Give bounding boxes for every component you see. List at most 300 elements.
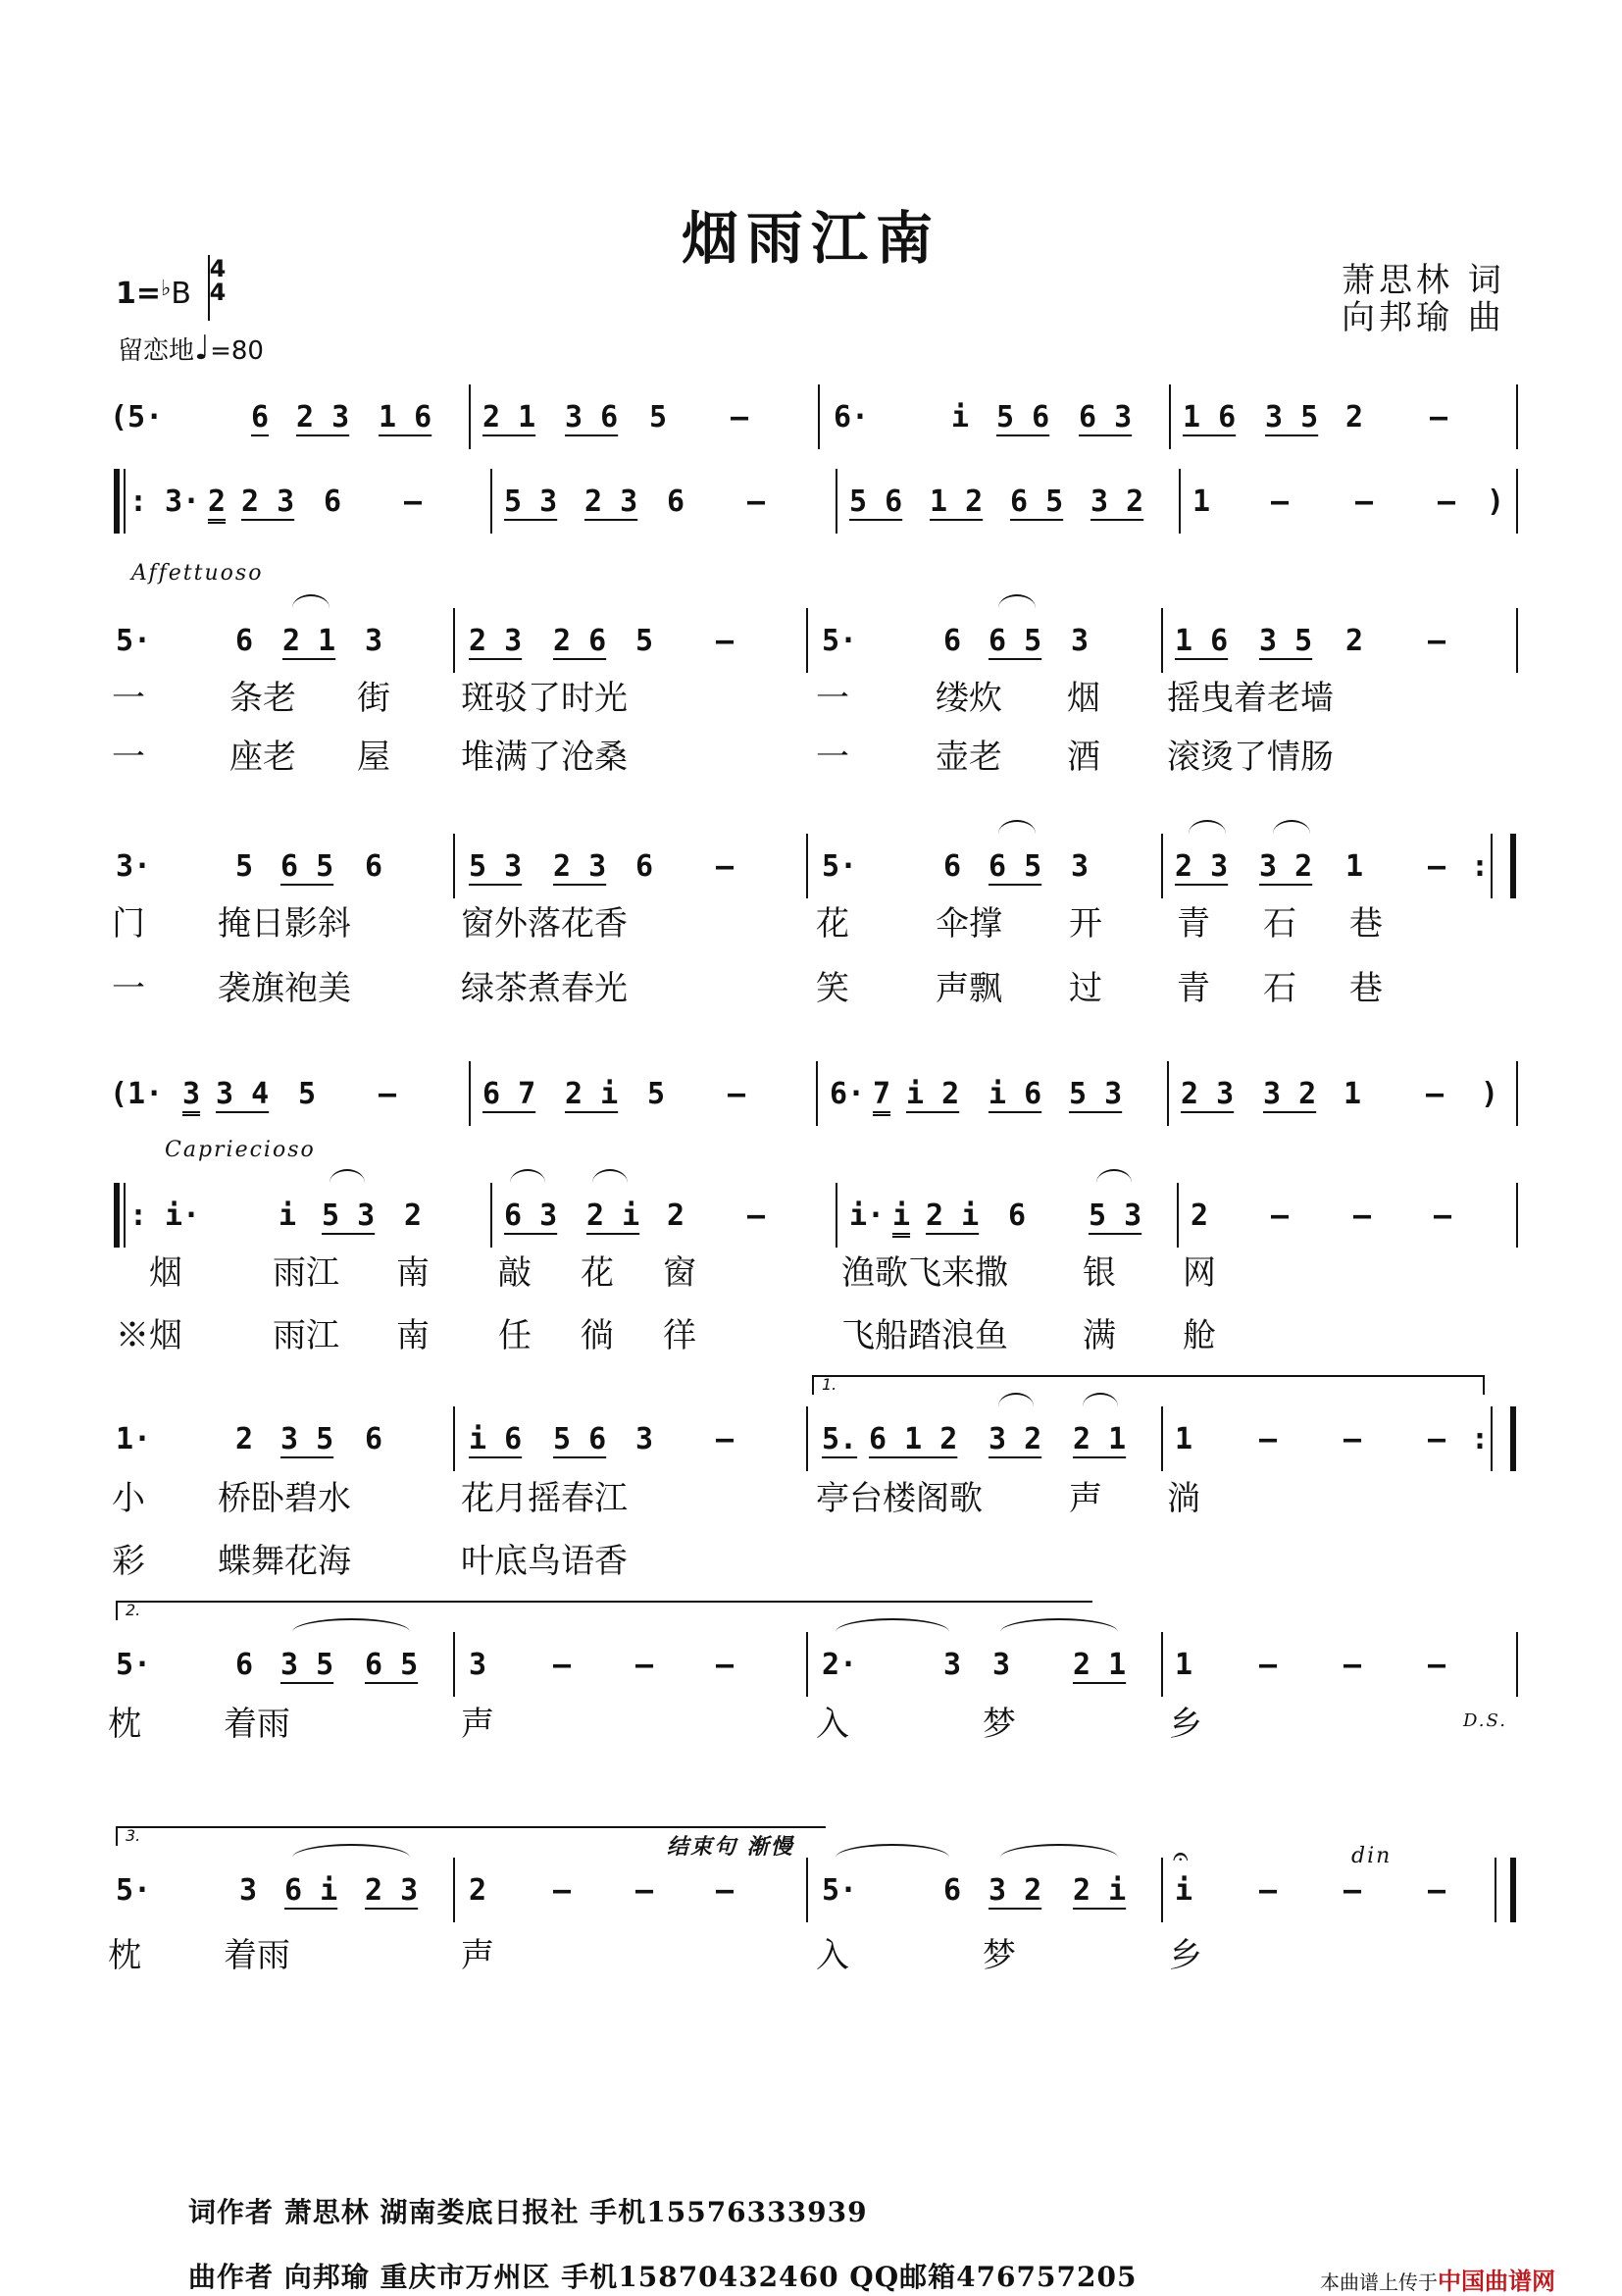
notation-token: 1 [1345,849,1364,884]
footer-lyricist-info: 词作者 萧思林 湖南娄底日报社 手机15576333939 [188,2196,868,2228]
lyric-syllable: 袭旗袍美 [218,969,351,1008]
notation-token: 5 6 [996,400,1050,434]
notation-token: 5 6 [553,1422,607,1456]
notation-token: 6 [324,485,342,519]
notation-token: 2 i [586,1199,640,1233]
lyric-syllable: 任 [498,1316,532,1355]
barline [1179,469,1181,534]
lyric-syllable: 彩 [112,1542,145,1581]
notation-token: 6 [1008,1199,1027,1233]
notation-token: ) [1487,485,1505,519]
notation-token: i· [849,1199,886,1233]
notation-token: – [1434,1199,1452,1233]
notation-token: 6 [943,1873,962,1908]
expression-affettuoso: Affettuoso [131,561,264,586]
notation-token: 5 3 [504,485,558,519]
notation-token: 2 3 [1181,1077,1235,1111]
barline [816,1061,818,1126]
notation-token: 6 5 [988,624,1042,658]
slur-mark [1189,820,1226,834]
notation-token: 6· [830,1077,866,1111]
notation-token: 6 5 [365,1648,419,1682]
barline [1510,1406,1516,1471]
notation-token: 3 2 [1090,485,1144,519]
lyric-syllable: 徉 [663,1316,696,1355]
barline [1161,1858,1163,1922]
notation-token: i [279,1199,297,1233]
upload-label: 本曲谱上传于 [1320,2270,1438,2294]
notation-token: 6 [635,849,654,884]
notation-token: – [716,1648,735,1682]
notation-token: 5 [635,624,654,658]
notation-token: 6 1 2 [869,1422,958,1456]
lyric-syllable: 一 [112,738,145,777]
notation-token: – [1271,485,1290,519]
notation-token: 6 [365,849,383,884]
lyric-syllable: 满 [1083,1316,1116,1355]
notation-token: 1 [1192,485,1211,519]
notation-token: 2 [1345,624,1364,658]
slur-mark [1083,1393,1118,1406]
slur-mark [329,1169,365,1183]
notation-token: – [553,1648,572,1682]
lyric-syllable: 声 [461,1936,494,1975]
notation-token: 2 3 [469,624,523,658]
notation-token: i 6 [469,1422,523,1456]
barline [1516,1183,1518,1248]
lyric-syllable: 烟 [1067,679,1100,718]
lyric-syllable: 舱 [1183,1316,1216,1355]
time-top: 4 [209,255,227,282]
notation-token: 5 3 [1089,1199,1142,1233]
lyric-syllable: 条老 [229,679,296,718]
lyric-syllable: 一 [112,679,145,718]
lyric-syllable: 一 [816,679,849,718]
notation-token: 3 5 [280,1648,334,1682]
lyric-syllable: 摇曳着老墙 [1167,679,1334,718]
notation-token: 3 [365,624,383,658]
barline [453,1632,455,1697]
volta-2: 2. [116,1601,1092,1620]
notation-token: 3 [239,1873,258,1908]
lyrics-verse-1a [0,671,1622,720]
notation-token: 5· [116,1648,152,1682]
notation-token: i 2 [906,1077,960,1111]
barline [453,608,455,673]
lyric-syllable: 掩日影斜 [218,904,351,944]
notation-token: 2 i [1073,1873,1127,1908]
lyric-syllable: 飞船踏浪鱼 [841,1316,1008,1355]
lyric-syllable: 绿茶煮春光 [461,969,628,1008]
lyrics-chorus-2a [0,1471,1622,1520]
barline [1491,1406,1493,1471]
notation-token: 3 [635,1422,654,1456]
score-line-4 [0,838,1622,896]
notation-token: 2 6 [553,624,607,658]
notation-token: 5 3 [1069,1077,1123,1111]
notation-token: 2 [469,1873,487,1908]
slur-mark [1273,820,1310,834]
lyric-syllable: 滚烫了情肠 [1167,738,1334,777]
barline [1516,1061,1518,1126]
notation-token: 3 5 [1265,400,1319,434]
barline [1169,384,1171,449]
notation-token: 5· [822,624,858,658]
notation-token: – [1271,1199,1290,1233]
notation-token: – [1428,1422,1446,1456]
lyric-syllable: 桥卧碧水 [218,1479,351,1518]
lyric-syllable: 缕炊 [936,679,1002,718]
lyricist-credit: 萧思林 词 [1342,261,1505,300]
barline [1516,469,1518,534]
notation-token: 1 [1175,1422,1193,1456]
notation-token: (5· [110,400,164,434]
notation-token: 1 6 [1183,400,1237,434]
notation-token: 2 i [565,1077,619,1111]
notation-token: i [951,400,970,434]
barline [806,608,808,673]
lyric-syllable: 声 [1069,1479,1102,1518]
lyric-syllable: 梦 [983,1705,1016,1744]
barline [114,469,120,534]
notation-token: 2 1 [1073,1648,1127,1682]
lyric-syllable: 过 [1069,969,1102,1008]
score-line-8 [0,1636,1622,1695]
notation-token: 6 5 [988,849,1042,884]
notation-token: 5· [116,1873,152,1908]
lyric-syllable: 笑 [816,969,849,1008]
slur-mark [836,1844,949,1858]
notation-token: – [635,1648,654,1682]
lyric-syllable: 屋 [357,738,390,777]
notation-token: – [1353,1199,1372,1233]
notation-token: 2 1 [1073,1422,1127,1456]
notation-token: 2 [404,1199,423,1233]
lyric-syllable: 声 [461,1705,494,1744]
lyric-syllable: 一 [112,969,145,1008]
notation-token: 3 [943,1648,962,1682]
notation-token: 6 5 [280,849,334,884]
barline [453,1406,455,1471]
lyric-syllable: 伞撑 [936,904,1002,944]
notation-token: – [1259,1648,1278,1682]
barline [208,255,210,321]
notation-token: 6 i [284,1873,338,1908]
lyric-syllable: 花 [581,1253,614,1293]
key-letter: B [171,277,191,311]
lyric-syllable: 网 [1183,1253,1216,1293]
notation-token: 1 2 [930,485,984,519]
lyric-syllable: 座老 [229,738,296,777]
score-line-9 [0,1862,1622,1920]
lyrics-verse-1b [0,730,1622,779]
notation-token: – [635,1873,654,1908]
notation-token: 2 1 [282,624,336,658]
notation-token: 5 [649,400,668,434]
notation-token: 6 [251,400,270,434]
notation-token: 2 [1345,400,1364,434]
volta-1: 1. [812,1375,1485,1395]
lyric-syllable: 开 [1069,904,1102,944]
notation-token: : [129,1199,148,1233]
notation-token: 3 2 [988,1422,1042,1456]
slur-mark [998,594,1036,608]
quarter-note-icon: ♩ [194,329,211,368]
slur-mark [998,820,1036,834]
lyric-syllable: 乡 [1169,1705,1202,1744]
notation-token: – [731,400,749,434]
lyric-syllable: 青 [1177,904,1210,944]
slur-mark [510,1169,545,1183]
barline [124,1183,126,1248]
score-line-5 [0,1065,1622,1124]
notation-token: – [1428,1648,1446,1682]
barline [806,1406,808,1471]
lyrics-verse-2b [0,961,1622,1010]
lyric-syllable: 亭台楼阁歌 [816,1479,983,1518]
barline [1516,1632,1518,1697]
lyric-syllable: 石 [1263,969,1296,1008]
notation-token: 5· [822,849,858,884]
notation-token: – [1426,1077,1445,1111]
notation-token: 2 [667,1199,685,1233]
lyric-syllable: 着雨 [224,1705,290,1744]
notation-token: i· [165,1199,201,1233]
lyric-syllable: 入 [816,1705,849,1744]
barline [469,1061,471,1126]
barline [806,834,808,898]
notation-token: 2 3 [241,485,295,519]
lyric-syllable: 堆满了沧桑 [461,738,628,777]
notation-token: – [1343,1648,1362,1682]
notation-token: 2 [208,485,227,519]
notation-token: – [1343,1873,1362,1908]
notation-token: 2 3 [365,1873,419,1908]
lyric-syllable: 着雨 [224,1936,290,1975]
notation-token: – [716,1873,735,1908]
barline [453,834,455,898]
barline [1516,608,1518,673]
barline [114,1183,120,1248]
lyric-syllable: 巷 [1349,904,1383,944]
barline [1516,384,1518,449]
notation-token: 6 [943,849,962,884]
notation-token: 6 3 [1079,400,1133,434]
notation-token: 2 3 [296,400,350,434]
score-line-7 [0,1410,1622,1469]
lyric-syllable: 南 [396,1316,430,1355]
slur-mark [1000,1844,1118,1858]
flat-symbol: ♭ [161,277,172,301]
notation-token: 5. [822,1422,858,1456]
notation-token: 5 [235,849,254,884]
lyrics-chorus-1a [0,1246,1622,1295]
notation-token: 7 [873,1077,891,1111]
lyric-syllable: 门 [112,904,145,944]
barline [806,1858,808,1922]
notation-token: – [1259,1873,1278,1908]
slur-mark [998,1393,1034,1406]
notation-token: 1 [1343,1077,1362,1111]
notation-token: 3 5 [1259,624,1313,658]
slur-mark [292,1618,410,1632]
notation-token: 6 [235,624,254,658]
barline [836,469,837,534]
tempo-text: 留恋地 [118,336,195,366]
notation-token: – [1428,1873,1446,1908]
barline [453,1858,455,1922]
notation-token: – [379,1077,397,1111]
key-signature [116,277,191,311]
barline [1177,1183,1179,1248]
slur-mark [292,594,329,608]
tempo-marking [118,329,264,368]
score-line-6 [0,1187,1622,1246]
fermata-icon: 𝄐 [1173,1840,1189,1872]
notation-token: 1 [1175,1648,1193,1682]
lyric-syllable: 雨江 [273,1253,339,1293]
lyric-syllable: 一 [816,738,849,777]
notation-token: (1· [110,1077,164,1111]
barline [1161,1406,1163,1471]
lyric-syllable: 徜 [581,1316,614,1355]
barline [1161,608,1163,673]
notation-token: – [747,1199,766,1233]
notation-token: – [1438,485,1456,519]
notation-token: i 6 [988,1077,1042,1111]
composer-credit: 向邦瑜 曲 [1342,298,1505,337]
lyric-syllable: 青 [1177,969,1210,1008]
notation-token: 5 [298,1077,317,1111]
lyrics-ending-2 [0,1697,1622,1746]
notation-token: 6 [235,1648,254,1682]
notation-token: 2· [822,1648,858,1682]
notation-token: 2 3 [553,849,607,884]
dynamic-din: din [1351,1844,1393,1868]
notation-token: 3· [165,485,201,519]
lyric-syllable: 乡 [1169,1936,1202,1975]
ending-instruction: 结束句 渐慢 [667,1834,794,1860]
score-line-1 [0,388,1622,447]
notation-token: 5 3 [469,849,523,884]
notation-token: 5· [822,1873,858,1908]
notation-token: 3 [182,1077,201,1111]
lyric-syllable: 斑驳了时光 [461,679,628,718]
notation-token: : [1471,1422,1490,1456]
barline [124,469,126,534]
notation-token: 5· [116,624,152,658]
notation-token: – [716,849,735,884]
notation-token: 6 [943,624,962,658]
lyric-syllable: 雨江 [273,1316,339,1355]
notation-token: – [1428,624,1446,658]
lyric-syllable: 花 [816,904,849,944]
notation-token: 2 i [926,1199,980,1233]
dal-segno: D.S. [1463,1710,1507,1731]
lyric-syllable: 窗 [663,1253,696,1293]
time-signature [208,257,228,304]
notation-token: 3 2 [988,1873,1042,1908]
notation-token: – [553,1873,572,1908]
barline [469,384,471,449]
notation-token: 2 [235,1422,254,1456]
notation-token: 6 [365,1422,383,1456]
notation-token: – [1343,1422,1362,1456]
barline [818,384,820,449]
barline [1495,1858,1496,1922]
lyric-syllable: 巷 [1349,969,1383,1008]
lyrics-chorus-1b [0,1308,1622,1357]
notation-token: 6 [667,485,685,519]
lyric-syllable: 叶底鸟语香 [461,1542,628,1581]
notation-token: – [1430,400,1448,434]
notation-token: 1 6 [1175,624,1229,658]
notation-token: 1· [116,1422,152,1456]
notation-token: – [747,485,766,519]
barline [1161,834,1163,898]
barline [490,1183,492,1248]
lyric-syllable: 枕 [108,1705,141,1744]
lyric-syllable: 入 [816,1936,849,1975]
lyrics-chorus-2b [0,1534,1622,1583]
barline [1161,1632,1163,1697]
lyric-syllable: 淌 [1167,1479,1200,1518]
lyric-syllable: 枕 [108,1936,141,1975]
score-line-3 [0,612,1622,671]
notation-token: 2 1 [482,400,536,434]
notation-token: 3 4 [216,1077,270,1111]
barline [1491,834,1493,898]
notation-token: 3 2 [1263,1077,1317,1111]
notation-token: 6 5 [1010,485,1064,519]
notation-token: 5 6 [849,485,903,519]
lyric-syllable: 银 [1083,1253,1116,1293]
lyrics-verse-2a [0,896,1622,945]
lyric-syllable: 梦 [983,1936,1016,1975]
barline [490,469,492,534]
notation-token: 3 [1071,849,1090,884]
notation-token: 2 3 [584,485,638,519]
time-bottom: 4 [209,279,227,306]
notation-token: 3· [116,849,152,884]
notation-token: – [1428,849,1446,884]
lyric-syllable: 酒 [1067,738,1100,777]
notation-token: – [728,1077,746,1111]
score-line-2 [0,473,1622,532]
lyric-syllable: 声飘 [936,969,1002,1008]
lyric-syllable: 南 [396,1253,430,1293]
notation-token: 2 [1191,1199,1209,1233]
slur-mark [1000,1618,1118,1632]
notation-token: 6 3 [504,1199,558,1233]
slur-mark [1096,1169,1132,1183]
notation-token: – [716,1422,735,1456]
notation-token: 6· [834,400,870,434]
notation-token: 5 [647,1077,666,1111]
notation-token: – [404,485,423,519]
lyric-syllable: 石 [1263,904,1296,944]
notation-token: 3 [469,1648,487,1682]
notation-token: 3 2 [1259,849,1313,884]
notation-token: : [129,485,148,519]
lyric-syllable: 烟 [149,1253,182,1293]
lyric-syllable: 街 [357,679,390,718]
barline [1510,834,1516,898]
lyric-syllable: 小 [112,1479,145,1518]
lyrics-ending-3 [0,1928,1622,1977]
footer-composer-info: 曲作者 向邦瑜 重庆市万州区 手机15870432460 QQ邮箱476757205 [188,2261,1138,2293]
barline [1167,1061,1169,1126]
